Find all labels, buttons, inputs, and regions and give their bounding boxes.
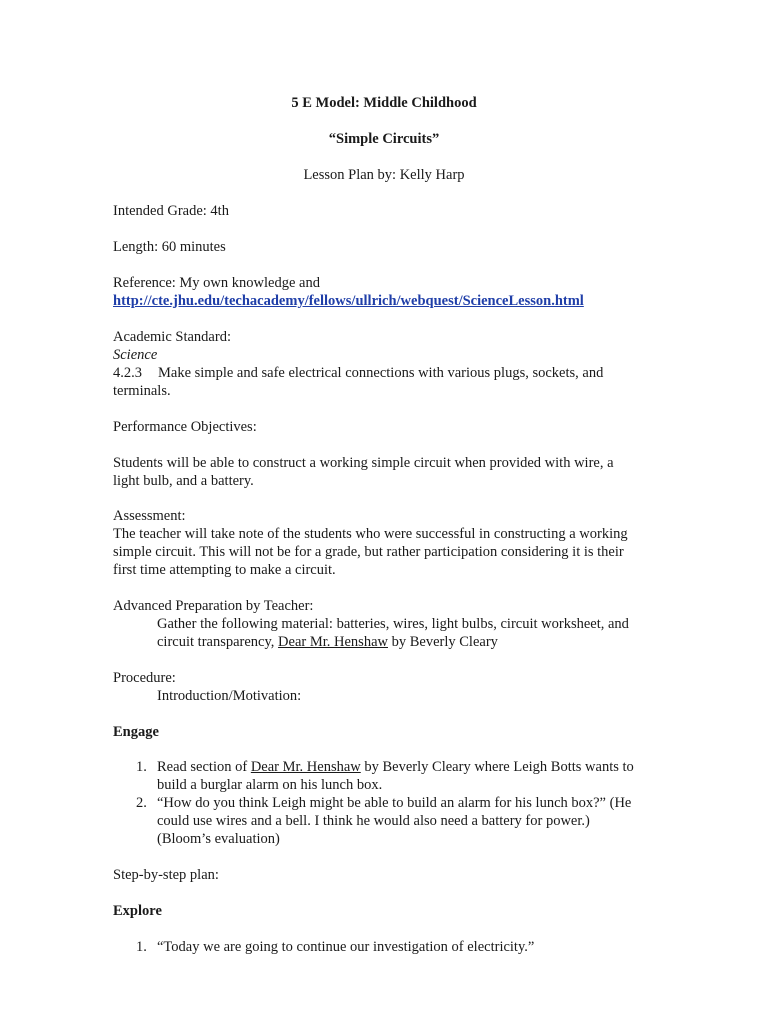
standard-subject: Science bbox=[113, 347, 158, 363]
objectives-label: Performance Objectives: bbox=[113, 419, 257, 435]
intended-grade: Intended Grade: 4th bbox=[113, 203, 229, 219]
list-item bbox=[157, 758, 667, 776]
document-title: 5 E Model: Middle Childhood bbox=[291, 95, 477, 111]
step-plan-label: Step-by-step plan: bbox=[113, 867, 219, 883]
list-number: 2. bbox=[136, 795, 147, 811]
list-item: “How do you think Leigh might be able to build an alarm for his lunch box?” (He bbox=[157, 795, 632, 811]
objectives-line1: Students will be able to construct a working simple circuit when provided with wire, a bbox=[113, 455, 614, 471]
list-item-cont: build a burglar alarm on his lunch box. bbox=[157, 777, 383, 793]
list-item-cont: (Bloom’s evaluation) bbox=[157, 831, 280, 847]
assessment-line1: The teacher will take note of the students who were successful in constructing a working bbox=[113, 526, 628, 542]
standard-label: Academic Standard: bbox=[113, 329, 231, 345]
assessment-line3: first time attempting to make a circuit. bbox=[113, 562, 336, 578]
lesson-length: Length: 60 minutes bbox=[113, 239, 226, 255]
list-number: 1. bbox=[136, 759, 147, 775]
reference-label: Reference: My own knowledge and bbox=[113, 275, 320, 291]
explore-heading: Explore bbox=[113, 903, 162, 919]
engage-heading: Engage bbox=[113, 724, 159, 740]
standard-line bbox=[113, 364, 673, 382]
list-item-cont: could use wires and a bell. I think he would also need a battery for power.) bbox=[157, 813, 590, 829]
assessment-line2: simple circuit. This will not be for a grade, but rather participation considering it is their bbox=[113, 544, 624, 560]
book-title: Dear Mr. Henshaw bbox=[278, 634, 388, 650]
reference-url[interactable]: http://cte.jhu.edu/techacademy/fellows/ullrich/webquest/ScienceLesson.html bbox=[113, 293, 584, 309]
list-item: “Today we are going to continue our investigation of electricity.” bbox=[157, 939, 535, 955]
standard-text-cont: terminals. bbox=[113, 383, 171, 399]
procedure-intro: Introduction/Motivation: bbox=[157, 688, 302, 704]
list-item-text: Read section of bbox=[157, 759, 251, 775]
assessment-label: Assessment: bbox=[113, 508, 186, 524]
lesson-subtitle: “Simple Circuits” bbox=[328, 131, 440, 147]
preparation-label: Advanced Preparation by Teacher: bbox=[113, 598, 314, 614]
book-title: Dear Mr. Henshaw bbox=[250, 759, 361, 775]
preparation-text: circuit transparency, bbox=[157, 634, 279, 650]
list-item-text: by Beverly Cleary where Leigh Botts wants to bbox=[360, 759, 634, 775]
preparation-line1: Gather the following material: batteries, wires, light bulbs, circuit worksheet, and bbox=[157, 616, 629, 632]
objectives-line2: light bulb, and a battery. bbox=[113, 473, 254, 489]
preparation-author: by Beverly Cleary bbox=[387, 634, 498, 650]
preparation-line2 bbox=[113, 633, 717, 651]
procedure-label: Procedure: bbox=[113, 670, 176, 686]
standard-code: 4.2.3 bbox=[113, 365, 142, 381]
standard-text: Make simple and safe electrical connections with various plugs, sockets, and bbox=[158, 365, 604, 381]
lesson-byline: Lesson Plan by: Kelly Harp bbox=[303, 167, 465, 183]
list-number: 1. bbox=[136, 939, 147, 955]
reference-link[interactable] bbox=[113, 292, 673, 310]
